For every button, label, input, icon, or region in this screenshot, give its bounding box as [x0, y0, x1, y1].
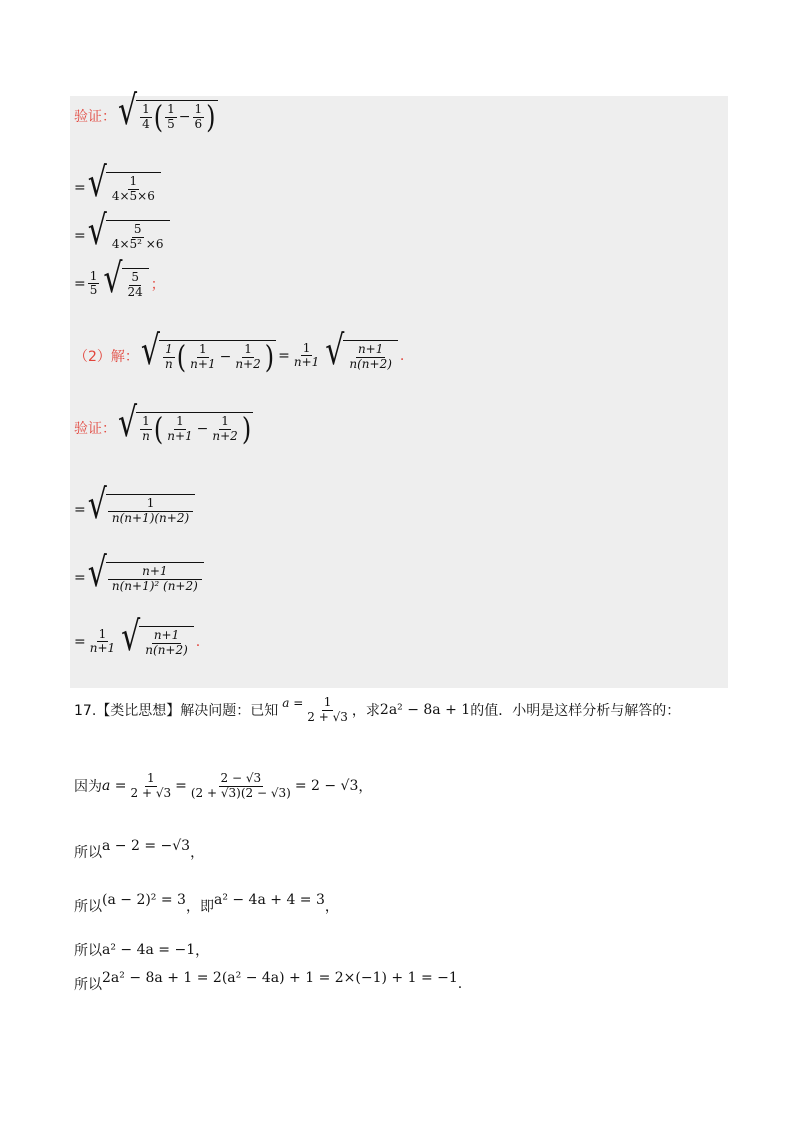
verify2-label: 验证： — [74, 420, 116, 437]
solution-block — [70, 87, 728, 688]
verify2-step1: = √ $\frac{1}{n(n+1)(n+2)}$ — [74, 494, 197, 526]
so-line-3: 所以 a² − 4a = −1 ， — [74, 942, 210, 959]
verify1-radical: √ $\frac{1}{4}$ ( $\frac{1}{5}$ − $\frac{1}{6}$ ) — [118, 87, 216, 136]
part2-label: （2）解： — [74, 348, 139, 365]
verify2-line: 验证： √ $\frac{1}{n}$ ( $\frac{1}{n+1}$ − $\frac{1}{n+2}$ ) — [74, 399, 252, 448]
so-line-2: 所以 (a − 2)² = 3 ，即 a² − 4a + 4 = 3 ， — [74, 892, 339, 915]
so-line-1: 所以 a − 2 = −√3 ， — [74, 838, 205, 861]
verify1-step2: = √ $\frac{5}{\text{4×5² ×6}}$ — [74, 220, 172, 252]
because-line: 因为 a = $\frac{1}{2 + √3}$ = $\frac{2 - √3}{(2 + √3)(2 - √3)}$ = 2 − √3 ， — [74, 771, 373, 800]
part2-line: （2）解： √ $\frac{1}{n}$ ( $\frac{1}{n+1}$ − $\frac{1}{n+2}$ ) = $\frac{1}{n+1}$ √ $\frac{n+1}{n(n+2)}$ . — [74, 327, 405, 376]
verify1-step1: = √ $\frac{1}{4\times 5\times 6}$ — [74, 172, 163, 204]
problem17-prefix: 17.【类比思想】解决问题：已知 — [74, 703, 279, 720]
verify1-label: 验证： — [74, 108, 116, 125]
verify2-step3: = $\frac{1}{n+1}$ √ $\frac{n+1}{n(n+2)}$ . — [74, 613, 201, 661]
verify1-step3: = $\frac{1}{5}$ √ $\frac{5}{24}$ ； — [74, 255, 165, 303]
problem17-line: 17.【类比思想】解决问题：已知 a = $\frac{1}{2 + √3}$ ，求 2a² − 8a + 1 的值．小明是这样分析与解答的： — [74, 695, 681, 724]
so-line-4: 所以 2a² − 8a + 1 = 2(a² − 4a) + 1 = 2×(−1) + 1 = −1 . — [74, 970, 463, 993]
verify2-step2: = √ $\frac{n+1}{\text{n(n+1)² (n+2)}}$ — [74, 562, 206, 594]
verify1-line — [74, 87, 220, 136]
